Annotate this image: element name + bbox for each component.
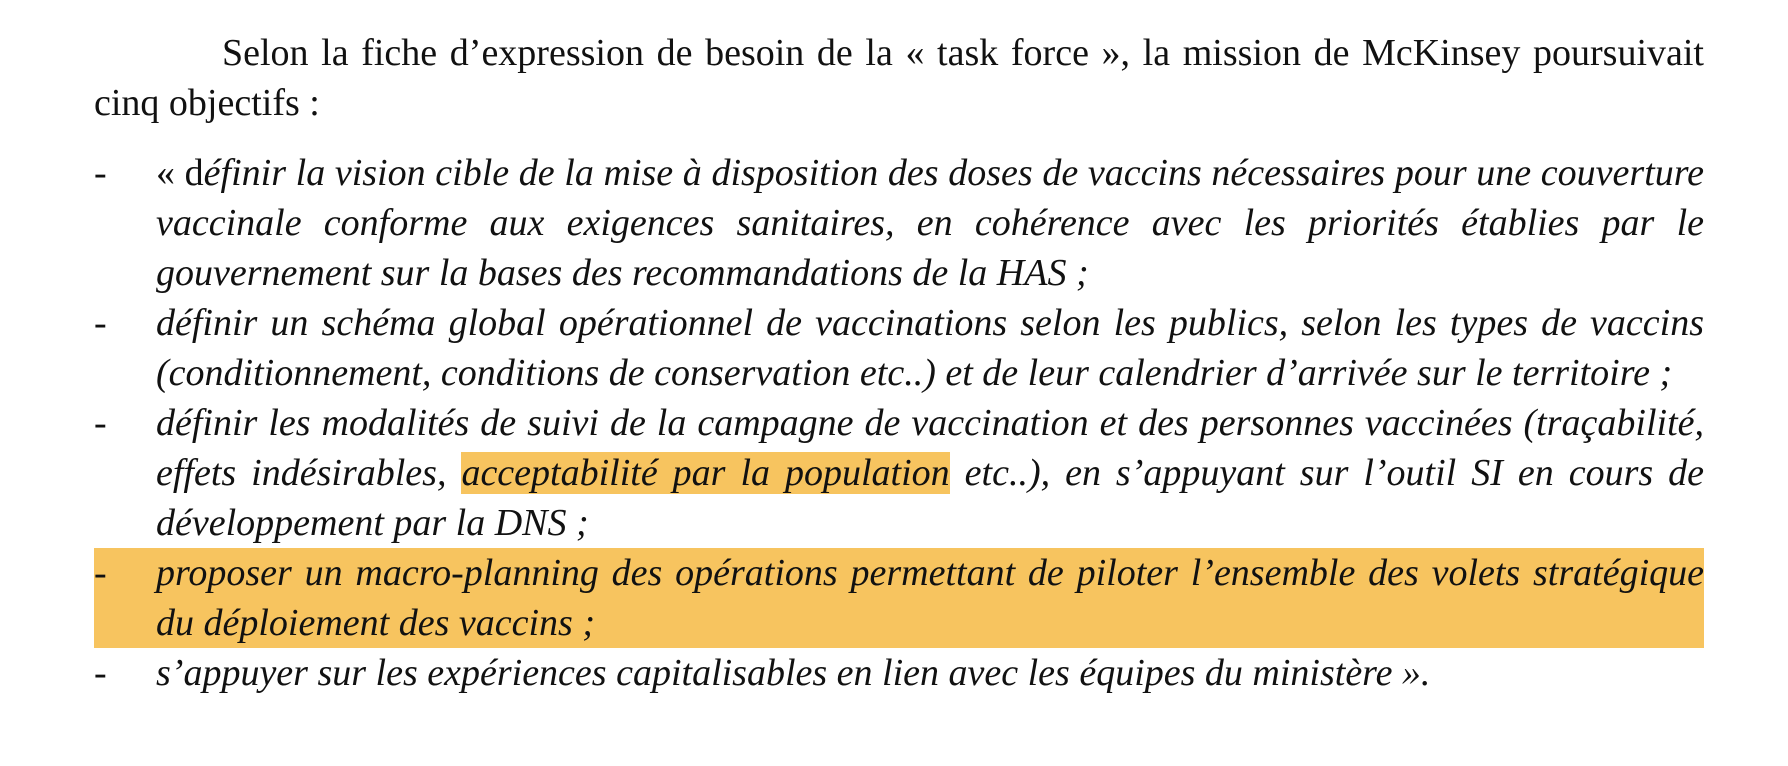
list-item-text (156, 398, 1704, 548)
list-item (94, 398, 1704, 548)
list-item (94, 298, 1704, 398)
bullet-dash: - (94, 552, 107, 594)
item-1-text: éfinir la vision cible de la mise à disposition des doses de vaccins nécessaires pour une couverture vaccinale conforme aux exigences sanitaires, en cohérence avec les priorités établies par le gouvernement sur la bases des recommandations de la HAS ; (156, 152, 1704, 294)
list-item-highlighted (94, 548, 1704, 648)
document-page (94, 28, 1704, 698)
item-2-text: définir un schéma global opérationnel de vaccinations selon les publics, selon les types de vaccins (conditionnement, conditions de conservation etc..) et de leur calendrier d’arrivée sur le territoire ; (156, 302, 1704, 394)
intro-paragraph: Selon la fiche d’expression de besoin de la « task force », la mission de McKinsey poursuivait cinq objectifs : (94, 32, 1704, 124)
item-3-text-after: etc..), en s’appuyant sur l’outil SI en cours de développement par la DNS ; (156, 452, 1704, 544)
list-item (94, 148, 1704, 298)
bullet-dash: - (94, 152, 107, 194)
bullet-dash: - (94, 652, 107, 694)
opening-quote: « d (156, 152, 204, 194)
bullet-dash: - (94, 302, 107, 344)
bullet-dash: - (94, 402, 107, 444)
item-3-text-before: définir les modalités de suivi de la campagne de vaccination et des personnes vaccinées (traçabilité, effets indésirables, (156, 402, 1704, 494)
objectives-list (94, 148, 1704, 698)
list-item-text (156, 148, 1704, 298)
item-4-text: proposer un macro-planning des opérations permettant de piloter l’ensemble des volets stratégique du déploiement des vaccins ; (156, 552, 1704, 644)
list-item (94, 648, 1704, 698)
item-5-text: s’appuyer sur les expériences capitalisables en lien avec les équipes du ministère ». (156, 652, 1431, 694)
highlighted-phrase: acceptabilité par la population (461, 452, 950, 494)
